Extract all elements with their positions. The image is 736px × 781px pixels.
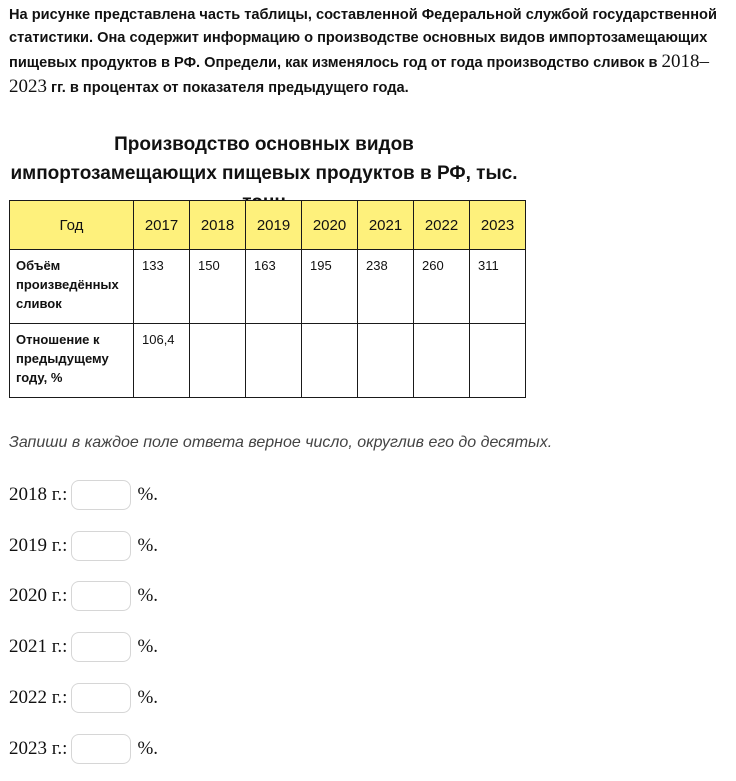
answer-input-2022[interactable] xyxy=(71,683,131,713)
answer-row-2021 xyxy=(9,630,158,664)
table-header-row xyxy=(10,201,526,250)
percent-suffix: %. xyxy=(137,636,159,657)
table-cell xyxy=(190,324,246,398)
answer-label: 2023 г.: xyxy=(9,738,68,759)
answer-input-2023[interactable] xyxy=(71,734,131,764)
table-cell xyxy=(246,324,302,398)
table-cell: 163 xyxy=(246,250,302,324)
table-cell: 133 xyxy=(134,250,190,324)
answer-input-2019[interactable] xyxy=(71,531,131,561)
table-cell: 195 xyxy=(302,250,358,324)
row-label: Отношение к предыдущему году, % xyxy=(10,324,134,398)
answer-label: 2020 г.: xyxy=(9,585,68,606)
header-cell: 2023 xyxy=(470,201,526,250)
percent-suffix: %. xyxy=(137,484,159,505)
table-cell: 150 xyxy=(190,250,246,324)
answer-label: 2021 г.: xyxy=(9,636,68,657)
header-cell: 2018 xyxy=(190,201,246,250)
table-cell: 238 xyxy=(358,250,414,324)
header-cell: 2020 xyxy=(302,201,358,250)
percent-suffix: %. xyxy=(137,585,159,606)
year-range: 2018–2023 xyxy=(9,51,710,97)
answer-label: 2022 г.: xyxy=(9,687,68,708)
table-row xyxy=(10,324,526,398)
table-row xyxy=(10,250,526,324)
table-cell xyxy=(358,324,414,398)
table-cell xyxy=(302,324,358,398)
answer-input-2018[interactable] xyxy=(71,480,131,510)
percent-suffix: %. xyxy=(137,738,159,759)
instruction-text: Запиши в каждое поле ответа верное число, округлив его до десятых. xyxy=(9,434,553,451)
percent-suffix: %. xyxy=(137,535,159,556)
table-title: Производство основных видов импортозамещающих пищевых продуктов в РФ, тыс. xyxy=(10,134,518,184)
answer-label: 2019 г.: xyxy=(9,535,68,556)
task-text-part-1: На рисунке представлена часть таблицы, составленной Федеральной службой государственной статистики. Она содержит информацию о производстве основных видов импортозамещающих пищевых продуктов в РФ. Определи, как изменялось год от года производство сливок в xyxy=(9,7,717,71)
header-cell: 2017 xyxy=(134,201,190,250)
answer-row-2018 xyxy=(9,478,158,512)
task-description xyxy=(9,4,729,100)
answer-row-2019 xyxy=(9,529,158,563)
table-cell: 106,4 xyxy=(134,324,190,398)
percent-suffix: %. xyxy=(137,687,159,708)
answer-row-2022 xyxy=(9,681,158,715)
table-cell: 311 xyxy=(470,250,526,324)
production-table xyxy=(9,200,526,398)
row-label: Объём произведённых сливок xyxy=(10,250,134,324)
header-cell: 2019 xyxy=(246,201,302,250)
answer-label: 2018 г.: xyxy=(9,484,68,505)
table-cell xyxy=(470,324,526,398)
header-cell: 2021 xyxy=(358,201,414,250)
answer-row-2020 xyxy=(9,579,158,613)
task-text-part-2: гг. в процентах от показателя предыдущего года. xyxy=(47,80,409,96)
answer-input-2020[interactable] xyxy=(71,581,131,611)
answer-row-2023 xyxy=(9,732,158,766)
table-cell xyxy=(414,324,470,398)
header-cell: 2022 xyxy=(414,201,470,250)
table-cell: 260 xyxy=(414,250,470,324)
answer-input-2021[interactable] xyxy=(71,632,131,662)
header-cell-year: Год xyxy=(10,201,134,250)
